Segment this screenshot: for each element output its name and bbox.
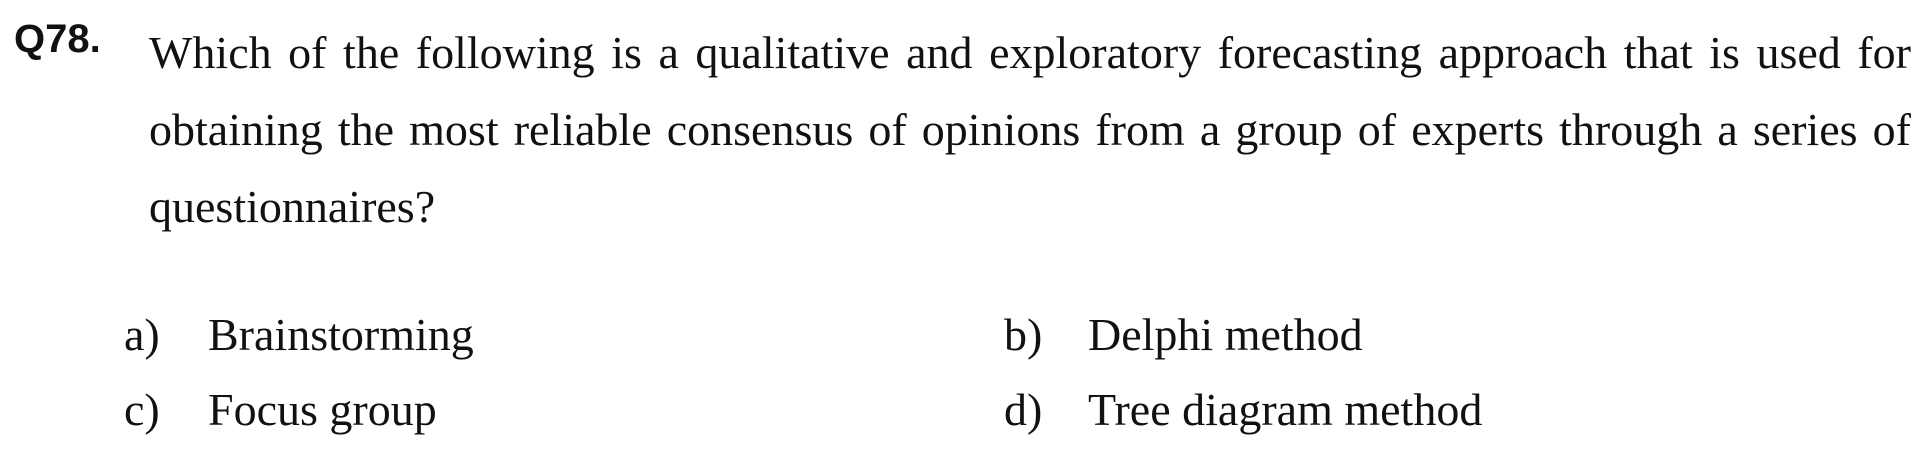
option-a-text: Brainstorming bbox=[208, 309, 474, 360]
question-number: Q78. bbox=[14, 17, 101, 61]
question-text: Which of the following is a qualitative and exploratory forecasting approach that is used for obtaining the most reliable consensus of opinions from a group of experts through a series of questionnaires? bbox=[149, 27, 1911, 232]
answer-options bbox=[0, 300, 1919, 450]
option-a-letter: a) bbox=[124, 309, 160, 360]
option-a bbox=[124, 308, 474, 362]
option-d-letter: d) bbox=[1004, 384, 1043, 435]
option-b bbox=[1004, 308, 1363, 362]
option-d-text: Tree diagram method bbox=[1088, 384, 1483, 435]
option-d bbox=[1004, 383, 1482, 437]
option-c-text: Focus group bbox=[208, 384, 437, 435]
option-c-letter: c) bbox=[124, 384, 160, 435]
option-b-text: Delphi method bbox=[1088, 309, 1363, 360]
option-b-letter: b) bbox=[1004, 309, 1043, 360]
option-c bbox=[124, 383, 437, 437]
